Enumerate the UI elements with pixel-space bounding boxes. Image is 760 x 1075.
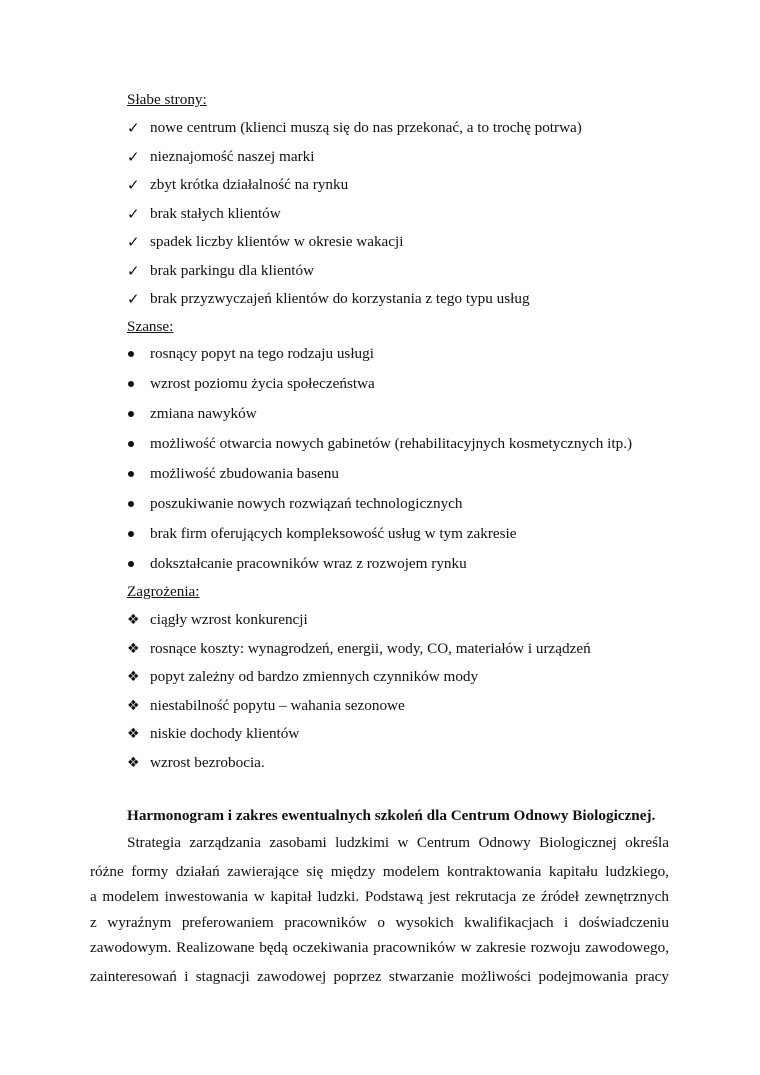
opportunities-heading: Szanse:: [127, 318, 174, 335]
opportunity-item-text: brak firm oferujących kompleksowość usług w tym zakresie: [150, 525, 517, 542]
weakness-item-text: nieznajomość naszej marki: [150, 148, 315, 165]
opportunity-item-text: zmiana nawyków: [150, 405, 257, 422]
diamond-icon: ❖: [127, 669, 140, 685]
opportunity-item-text: możliwość otwarcia nowych gabinetów (rehabilitacyjnych kosmetycznych itp.): [150, 435, 633, 452]
check-icon: ✓: [127, 262, 140, 280]
paragraph-line: z wyraźnym preferowaniem pracowników o wysokich kwalifikacjach i doświadczeniu: [90, 914, 669, 931]
weakness-item-text: brak stałych klientów: [150, 205, 281, 222]
paragraph-line: zainteresowań i stagnacji zawodowej poprzez stwarzanie możliwości podejmowania pracy: [90, 968, 669, 985]
bullet-icon: [127, 403, 147, 425]
diamond-icon: ❖: [127, 698, 140, 714]
opportunity-item-text: wzrost poziomu życia społeczeństwa: [150, 375, 375, 392]
check-icon: ✓: [127, 119, 140, 137]
section-title: Harmonogram i zakres ewentualnych szkoleń dla Centrum Odnowy Biologicznej.: [127, 807, 656, 824]
bullet-icon: [127, 553, 147, 575]
opportunity-item-text: dokształcanie pracowników wraz z rozwojem rynku: [150, 555, 467, 572]
check-icon: ✓: [127, 233, 140, 251]
weakness-item-text: nowe centrum (klienci muszą się do nas przekonać, a to trochę potrwa): [150, 119, 582, 136]
threat-item-text: popyt zależny od bardzo zmiennych czynników mody: [150, 668, 479, 685]
diamond-icon: ❖: [127, 755, 140, 771]
opportunity-item-text: rosnący popyt na tego rodzaju usługi: [150, 345, 374, 362]
paragraph-line: a modelem inwestowania w kapitał ludzki. Podstawą jest rekrutacja ze źródeł zewnętrznych: [90, 888, 669, 905]
check-icon: ✓: [127, 176, 140, 194]
threat-item-text: niskie dochody klientów: [150, 725, 300, 742]
opportunity-item-text: możliwość zbudowania basenu: [150, 465, 339, 482]
bullet-icon: [127, 343, 147, 365]
weakness-item-text: brak parkingu dla klientów: [150, 262, 315, 279]
weakness-item-text: zbyt krótka działalność na rynku: [150, 176, 349, 193]
check-icon: ✓: [127, 290, 140, 308]
diamond-icon: ❖: [127, 612, 140, 628]
bullet-icon: [127, 463, 147, 485]
threats-heading: Zagrożenia:: [127, 583, 200, 600]
weakness-item-text: brak przyzwyczajeń klientów do korzystania z tego typu usług: [150, 290, 530, 307]
weakness-item-text: spadek liczby klientów w okresie wakacji: [150, 233, 404, 250]
weaknesses-heading: Słabe strony:: [127, 91, 207, 108]
threat-item-text: wzrost bezrobocia.: [150, 754, 265, 771]
paragraph-line: różne formy działań zawierające się między modelem kontraktowania kapitału ludzkiego,: [90, 863, 669, 880]
threat-item-text: niestabilność popytu – wahania sezonowe: [150, 697, 405, 714]
bullet-icon: [127, 373, 147, 395]
paragraph-line: zawodowym. Realizowane będą oczekiwania pracowników w zakresie rozwoju zawodowego,: [90, 939, 669, 956]
threat-item-text: ciągły wzrost konkurencji: [150, 611, 308, 628]
opportunity-item-text: poszukiwanie nowych rozwiązań technologicznych: [150, 495, 463, 512]
paragraph-line: Strategia zarządzania zasobami ludzkimi w Centrum Odnowy Biologicznej określa: [127, 834, 669, 851]
check-icon: ✓: [127, 205, 140, 223]
diamond-icon: ❖: [127, 641, 140, 657]
bullet-icon: [127, 493, 147, 515]
diamond-icon: ❖: [127, 726, 140, 742]
threat-item-text: rosnące koszty: wynagrodzeń, energii, wody, CO, materiałów i urządzeń: [150, 640, 591, 657]
bullet-icon: [127, 523, 147, 545]
check-icon: ✓: [127, 148, 140, 166]
bullet-icon: [127, 433, 147, 455]
